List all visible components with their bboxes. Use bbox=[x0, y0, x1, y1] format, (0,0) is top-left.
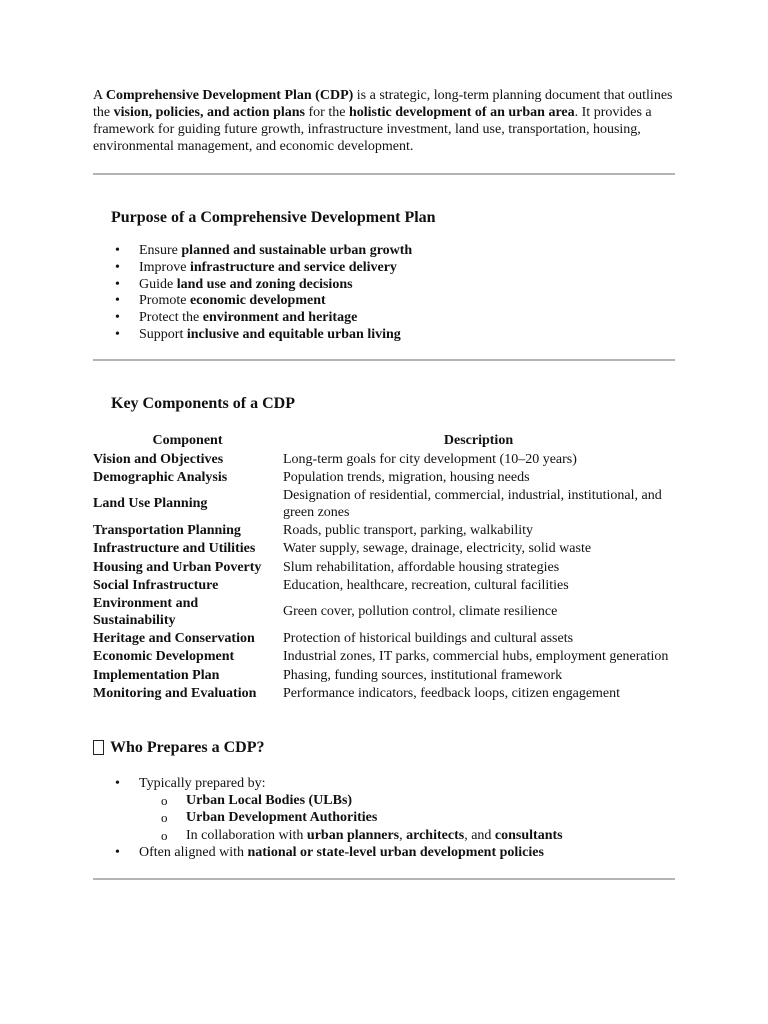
who-item bbox=[93, 775, 675, 845]
divider bbox=[93, 173, 675, 175]
component-cell: Vision and Objectives bbox=[93, 451, 224, 467]
table-row bbox=[93, 629, 675, 648]
divider bbox=[93, 359, 675, 361]
description-cell: Designation of residential, commercial, industrial, institutional, and green zones bbox=[283, 487, 662, 520]
component-cell: Implementation Plan bbox=[93, 667, 220, 683]
purpose-item bbox=[93, 243, 675, 260]
who-sub-item bbox=[139, 792, 675, 810]
who-item bbox=[93, 844, 675, 861]
description-cell: Phasing, funding sources, institutional framework bbox=[283, 667, 563, 683]
who-sub-list bbox=[139, 792, 675, 845]
purpose-item-text: Support bbox=[139, 326, 187, 342]
purpose-item-bold: environment and heritage bbox=[202, 310, 358, 326]
component-cell: Heritage and Conservation bbox=[93, 630, 255, 646]
table-row bbox=[93, 647, 675, 666]
who-heading-text: Who Prepares a CDP? bbox=[110, 738, 265, 756]
components-table bbox=[93, 431, 675, 703]
who-sub-item-bold: Urban Development Authorities bbox=[186, 810, 378, 826]
column-header-description: Description bbox=[443, 432, 514, 448]
purpose-item-text: Protect the bbox=[139, 310, 203, 326]
who-sub-item-text: , bbox=[399, 827, 407, 843]
who-item-text: Often aligned with bbox=[139, 845, 248, 861]
table-row bbox=[93, 595, 675, 629]
component-cell: Transportation Planning bbox=[93, 522, 241, 538]
purpose-item-text: Promote bbox=[139, 293, 190, 309]
intro-paragraph bbox=[93, 87, 675, 155]
purpose-list bbox=[93, 243, 675, 344]
component-cell: Demographic Analysis bbox=[93, 470, 228, 486]
column-header-component: Component bbox=[152, 432, 223, 448]
purpose-item bbox=[93, 327, 675, 344]
component-cell: Environment and Sustainability bbox=[93, 595, 199, 628]
who-sub-item-text: , and bbox=[464, 827, 495, 843]
who-list bbox=[93, 775, 675, 862]
who-heading bbox=[93, 739, 675, 757]
purpose-item-bold: economic development bbox=[189, 293, 326, 309]
table-row bbox=[93, 684, 675, 703]
description-cell: Protection of historical buildings and cultural assets bbox=[283, 630, 574, 646]
table-row bbox=[93, 539, 675, 558]
description-cell: Industrial zones, IT parks, commercial hubs, employment generation bbox=[283, 649, 669, 665]
table-row bbox=[93, 468, 675, 487]
purpose-item-text: Ensure bbox=[139, 243, 182, 258]
divider bbox=[93, 878, 675, 880]
intro-bold-term: Comprehensive Development Plan (CDP) bbox=[105, 88, 354, 103]
who-sub-item-bold: Urban Local Bodies (ULBs) bbox=[186, 792, 353, 808]
table-row bbox=[93, 487, 675, 521]
table-row bbox=[93, 450, 675, 469]
purpose-heading: Purpose of a Comprehensive Development Plan bbox=[111, 209, 436, 226]
components-heading: Key Components of a CDP bbox=[111, 394, 295, 412]
who-sub-item-bold: urban planners bbox=[306, 827, 400, 843]
intro-text: . It provides a framework for guiding future growth, infrastructure investment, land use, transportation, housing, environmental management, and economic development. bbox=[93, 105, 652, 154]
component-cell: Monitoring and Evaluation bbox=[93, 686, 257, 702]
who-sub-item-text: In collaboration with bbox=[186, 827, 307, 843]
who-sub-item-bold: consultants bbox=[494, 827, 563, 843]
purpose-item-bold: planned and sustainable urban growth bbox=[181, 243, 413, 258]
table-row bbox=[93, 666, 675, 685]
purpose-item-text: Improve bbox=[139, 259, 190, 275]
purpose-item-bold: inclusive and equitable urban living bbox=[186, 326, 401, 342]
description-cell: Roads, public transport, parking, walkability bbox=[283, 522, 534, 538]
who-sub-item bbox=[139, 809, 675, 827]
purpose-item bbox=[93, 277, 675, 294]
intro-bold-term: holistic development of an urban area bbox=[348, 105, 575, 120]
who-item-text: Typically prepared by: bbox=[139, 775, 266, 791]
component-cell: Infrastructure and Utilities bbox=[93, 541, 256, 557]
intro-bold-term: vision, policies, and action plans bbox=[113, 105, 305, 120]
table-row bbox=[93, 521, 675, 540]
component-cell: Social Infrastructure bbox=[93, 578, 219, 594]
purpose-item bbox=[93, 293, 675, 310]
table-row bbox=[93, 558, 675, 577]
purpose-item bbox=[93, 310, 675, 327]
document-page bbox=[93, 87, 675, 880]
missing-glyph-icon bbox=[93, 740, 104, 755]
description-cell: Slum rehabilitation, affordable housing strategies bbox=[283, 559, 560, 575]
description-cell: Long-term goals for city development (10–20 years) bbox=[283, 451, 577, 467]
intro-text: is a strategic, long-term planning document that outlines the bbox=[93, 88, 673, 120]
component-cell: Economic Development bbox=[93, 649, 235, 665]
purpose-item-bold: infrastructure and service delivery bbox=[189, 259, 397, 275]
who-item-bold: national or state-level urban development policies bbox=[247, 845, 544, 861]
table-header-row bbox=[93, 431, 675, 450]
intro-text: A bbox=[93, 88, 106, 103]
description-cell: Green cover, pollution control, climate resilience bbox=[283, 604, 558, 620]
description-cell: Education, healthcare, recreation, cultural facilities bbox=[283, 578, 569, 594]
component-cell: Housing and Urban Poverty bbox=[93, 559, 262, 575]
who-sub-item bbox=[139, 827, 675, 845]
description-cell: Performance indicators, feedback loops, citizen engagement bbox=[283, 686, 621, 702]
who-sub-item-bold: architects bbox=[406, 827, 465, 843]
description-cell: Population trends, migration, housing needs bbox=[283, 470, 530, 486]
intro-text: for the bbox=[305, 105, 349, 120]
purpose-item-text: Guide bbox=[139, 276, 177, 292]
purpose-item bbox=[93, 260, 675, 277]
component-cell: Land Use Planning bbox=[93, 496, 208, 512]
purpose-item-bold: land use and zoning decisions bbox=[176, 276, 353, 292]
table-row bbox=[93, 576, 675, 595]
description-cell: Water supply, sewage, drainage, electricity, solid waste bbox=[283, 541, 592, 557]
